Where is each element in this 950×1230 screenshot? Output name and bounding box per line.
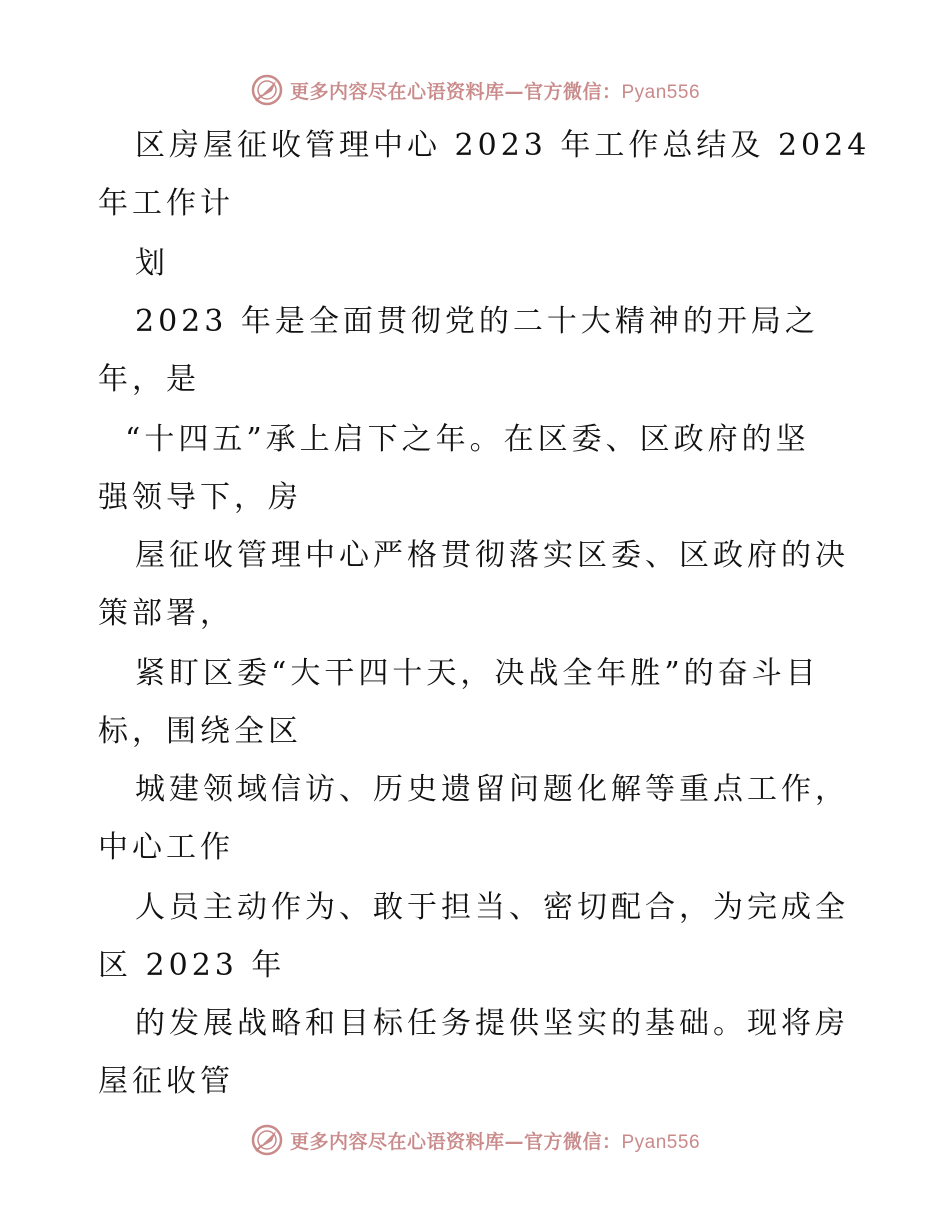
text-line: 区房屋征收管理中心 2023 年工作总结及 2024 (135, 128, 871, 163)
text-line: 中心工作 (98, 830, 234, 865)
watermark-slogan: 更多内容尽在心语资料库—官方微信： (289, 1130, 622, 1153)
text-line: 的发展战略和目标任务提供坚实的基础。现将房 (135, 1006, 849, 1041)
watermark-slogan: 更多内容尽在心语资料库—官方微信： (289, 80, 622, 103)
text-line: 城建领域信访、历史遗留问题化解等重点工作， (135, 772, 849, 807)
text-line: 策部署， (98, 596, 234, 631)
text-line: “十四五”承上启下之年。在区委、区政府的坚 (125, 422, 810, 457)
watermark-footer (0, 1120, 950, 1160)
quill-logo-icon (250, 1123, 284, 1157)
text-line: 紧盯区委“大干四十天，决战全年胜”的奋斗目 (135, 656, 820, 691)
text-line: 区 2023 年 (98, 948, 286, 983)
text-line: 年，是 (98, 362, 200, 397)
text-line: 屋征收管理中心严格贯彻落实区委、区政府的决 (135, 538, 849, 573)
text-line: 标，围绕全区 (98, 714, 302, 749)
watermark-text (290, 1127, 700, 1154)
text-line: 强领导下，房 (98, 480, 302, 515)
text-line: 年工作计 (98, 186, 234, 221)
text-line: 2023 年是全面贯彻党的二十大精神的开局之 (135, 304, 819, 339)
watermark-wechat-id: Pyan556 (621, 81, 701, 103)
text-line: 屋征收管 (98, 1064, 234, 1099)
text-line: 人员主动作为、敢于担当、密切配合，为完成全 (135, 890, 849, 925)
watermark-wechat-id: Pyan556 (621, 1131, 701, 1153)
text-line: 划 (135, 246, 169, 281)
